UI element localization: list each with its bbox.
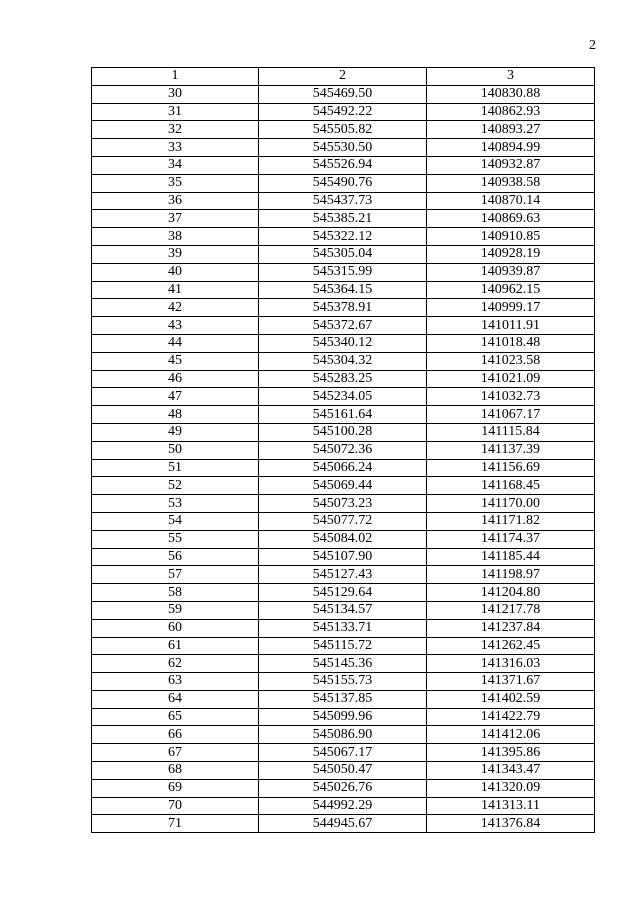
x-coordinate-cell: 545100.28 [259, 423, 427, 441]
y-coordinate-cell: 141137.39 [427, 441, 595, 459]
column-header: 3 [427, 68, 595, 86]
point-number-cell: 34 [92, 156, 259, 174]
table-row [92, 495, 595, 513]
x-coordinate-cell: 545072.36 [259, 441, 427, 459]
point-number-cell: 69 [92, 779, 259, 797]
x-coordinate-cell: 545067.17 [259, 744, 427, 762]
point-number-cell: 45 [92, 352, 259, 370]
table-row [92, 797, 595, 815]
table-row [92, 441, 595, 459]
point-number-cell: 43 [92, 317, 259, 335]
y-coordinate-cell: 141204.80 [427, 584, 595, 602]
table-row [92, 370, 595, 388]
point-number-cell: 57 [92, 566, 259, 584]
point-number-cell: 71 [92, 815, 259, 833]
x-coordinate-cell: 545133.71 [259, 619, 427, 637]
y-coordinate-cell: 141313.11 [427, 797, 595, 815]
point-number-cell: 65 [92, 708, 259, 726]
point-number-cell: 39 [92, 245, 259, 263]
x-coordinate-cell: 545077.72 [259, 512, 427, 530]
y-coordinate-cell: 141021.09 [427, 370, 595, 388]
table-row [92, 726, 595, 744]
x-coordinate-cell: 545115.72 [259, 637, 427, 655]
point-number-cell: 61 [92, 637, 259, 655]
y-coordinate-cell: 141262.45 [427, 637, 595, 655]
table-row [92, 512, 595, 530]
point-number-cell: 44 [92, 334, 259, 352]
point-number-cell: 58 [92, 584, 259, 602]
y-coordinate-cell: 141170.00 [427, 495, 595, 513]
table-header-row [92, 68, 595, 86]
y-coordinate-cell: 140894.99 [427, 139, 595, 157]
point-number-cell: 47 [92, 388, 259, 406]
point-number-cell: 46 [92, 370, 259, 388]
point-number-cell: 59 [92, 601, 259, 619]
point-number-cell: 54 [92, 512, 259, 530]
table-row [92, 655, 595, 673]
y-coordinate-cell: 141316.03 [427, 655, 595, 673]
y-coordinate-cell: 140962.15 [427, 281, 595, 299]
point-number-cell: 50 [92, 441, 259, 459]
y-coordinate-cell: 141018.48 [427, 334, 595, 352]
x-coordinate-cell: 545385.21 [259, 210, 427, 228]
y-coordinate-cell: 141168.45 [427, 477, 595, 495]
table-row [92, 388, 595, 406]
x-coordinate-cell: 545134.57 [259, 601, 427, 619]
table-row [92, 779, 595, 797]
y-coordinate-cell: 140870.14 [427, 192, 595, 210]
x-coordinate-cell: 545469.50 [259, 85, 427, 103]
point-number-cell: 48 [92, 406, 259, 424]
table-row [92, 174, 595, 192]
x-coordinate-cell: 545526.94 [259, 156, 427, 174]
x-coordinate-cell: 545530.50 [259, 139, 427, 157]
point-number-cell: 63 [92, 673, 259, 691]
x-coordinate-cell: 545145.36 [259, 655, 427, 673]
y-coordinate-cell: 141198.97 [427, 566, 595, 584]
table-row [92, 299, 595, 317]
table-row [92, 530, 595, 548]
column-header: 2 [259, 68, 427, 86]
table-row [92, 139, 595, 157]
y-coordinate-cell: 140999.17 [427, 299, 595, 317]
x-coordinate-cell: 545305.04 [259, 245, 427, 263]
y-coordinate-cell: 141343.47 [427, 762, 595, 780]
x-coordinate-cell: 545161.64 [259, 406, 427, 424]
table-row [92, 85, 595, 103]
y-coordinate-cell: 141402.59 [427, 690, 595, 708]
table-row [92, 584, 595, 602]
x-coordinate-cell: 544992.29 [259, 797, 427, 815]
y-coordinate-cell: 141320.09 [427, 779, 595, 797]
table-row [92, 210, 595, 228]
y-coordinate-cell: 140928.19 [427, 245, 595, 263]
x-coordinate-cell: 545372.67 [259, 317, 427, 335]
x-coordinate-cell: 545304.32 [259, 352, 427, 370]
point-number-cell: 37 [92, 210, 259, 228]
y-coordinate-cell: 141023.58 [427, 352, 595, 370]
x-coordinate-cell: 545155.73 [259, 673, 427, 691]
y-coordinate-cell: 140893.27 [427, 121, 595, 139]
table-row [92, 317, 595, 335]
x-coordinate-cell: 545084.02 [259, 530, 427, 548]
table-row [92, 281, 595, 299]
y-coordinate-cell: 141032.73 [427, 388, 595, 406]
table-row [92, 690, 595, 708]
y-coordinate-cell: 141217.78 [427, 601, 595, 619]
x-coordinate-cell: 544945.67 [259, 815, 427, 833]
x-coordinate-cell: 545086.90 [259, 726, 427, 744]
table-row [92, 334, 595, 352]
point-number-cell: 68 [92, 762, 259, 780]
y-coordinate-cell: 140869.63 [427, 210, 595, 228]
x-coordinate-cell: 545437.73 [259, 192, 427, 210]
x-coordinate-cell: 545283.25 [259, 370, 427, 388]
table-row [92, 406, 595, 424]
point-number-cell: 56 [92, 548, 259, 566]
point-number-cell: 49 [92, 423, 259, 441]
x-coordinate-cell: 545129.64 [259, 584, 427, 602]
table-row [92, 245, 595, 263]
y-coordinate-cell: 141011.91 [427, 317, 595, 335]
column-header: 1 [92, 68, 259, 86]
point-number-cell: 70 [92, 797, 259, 815]
x-coordinate-cell: 545127.43 [259, 566, 427, 584]
x-coordinate-cell: 545107.90 [259, 548, 427, 566]
point-number-cell: 41 [92, 281, 259, 299]
table-row [92, 566, 595, 584]
point-number-cell: 64 [92, 690, 259, 708]
point-number-cell: 53 [92, 495, 259, 513]
table-row [92, 228, 595, 246]
y-coordinate-cell: 140939.87 [427, 263, 595, 281]
table-row [92, 708, 595, 726]
table-body [92, 85, 595, 832]
point-number-cell: 35 [92, 174, 259, 192]
y-coordinate-cell: 141371.67 [427, 673, 595, 691]
table-row [92, 744, 595, 762]
x-coordinate-cell: 545364.15 [259, 281, 427, 299]
point-number-cell: 33 [92, 139, 259, 157]
point-number-cell: 51 [92, 459, 259, 477]
table-row [92, 601, 595, 619]
coordinates-table [91, 67, 595, 833]
table-row [92, 423, 595, 441]
point-number-cell: 32 [92, 121, 259, 139]
table-row [92, 192, 595, 210]
y-coordinate-cell: 141067.17 [427, 406, 595, 424]
y-coordinate-cell: 140932.87 [427, 156, 595, 174]
y-coordinate-cell: 141395.86 [427, 744, 595, 762]
y-coordinate-cell: 141156.69 [427, 459, 595, 477]
y-coordinate-cell: 141171.82 [427, 512, 595, 530]
y-coordinate-cell: 141115.84 [427, 423, 595, 441]
point-number-cell: 55 [92, 530, 259, 548]
point-number-cell: 38 [92, 228, 259, 246]
point-number-cell: 36 [92, 192, 259, 210]
table-row [92, 815, 595, 833]
y-coordinate-cell: 140910.85 [427, 228, 595, 246]
table-row [92, 352, 595, 370]
point-number-cell: 66 [92, 726, 259, 744]
x-coordinate-cell: 545492.22 [259, 103, 427, 121]
point-number-cell: 40 [92, 263, 259, 281]
table-row [92, 459, 595, 477]
y-coordinate-cell: 141422.79 [427, 708, 595, 726]
x-coordinate-cell: 545490.76 [259, 174, 427, 192]
y-coordinate-cell: 140938.58 [427, 174, 595, 192]
x-coordinate-cell: 545066.24 [259, 459, 427, 477]
y-coordinate-cell: 141237.84 [427, 619, 595, 637]
y-coordinate-cell: 141376.84 [427, 815, 595, 833]
x-coordinate-cell: 545505.82 [259, 121, 427, 139]
point-number-cell: 67 [92, 744, 259, 762]
x-coordinate-cell: 545099.96 [259, 708, 427, 726]
table-row [92, 263, 595, 281]
x-coordinate-cell: 545234.05 [259, 388, 427, 406]
y-coordinate-cell: 141185.44 [427, 548, 595, 566]
x-coordinate-cell: 545378.91 [259, 299, 427, 317]
point-number-cell: 30 [92, 85, 259, 103]
x-coordinate-cell: 545340.12 [259, 334, 427, 352]
x-coordinate-cell: 545322.12 [259, 228, 427, 246]
y-coordinate-cell: 140862.93 [427, 103, 595, 121]
x-coordinate-cell: 545137.85 [259, 690, 427, 708]
table-row [92, 103, 595, 121]
table-row [92, 121, 595, 139]
x-coordinate-cell: 545050.47 [259, 762, 427, 780]
point-number-cell: 42 [92, 299, 259, 317]
table-row [92, 619, 595, 637]
x-coordinate-cell: 545315.99 [259, 263, 427, 281]
point-number-cell: 31 [92, 103, 259, 121]
y-coordinate-cell: 141174.37 [427, 530, 595, 548]
table-row [92, 477, 595, 495]
table-row [92, 637, 595, 655]
table-row [92, 673, 595, 691]
x-coordinate-cell: 545026.76 [259, 779, 427, 797]
point-number-cell: 60 [92, 619, 259, 637]
y-coordinate-cell: 141412.06 [427, 726, 595, 744]
x-coordinate-cell: 545069.44 [259, 477, 427, 495]
page-number: 2 [589, 38, 596, 53]
x-coordinate-cell: 545073.23 [259, 495, 427, 513]
table-row [92, 156, 595, 174]
table-row [92, 762, 595, 780]
table-row [92, 548, 595, 566]
point-number-cell: 62 [92, 655, 259, 673]
y-coordinate-cell: 140830.88 [427, 85, 595, 103]
point-number-cell: 52 [92, 477, 259, 495]
